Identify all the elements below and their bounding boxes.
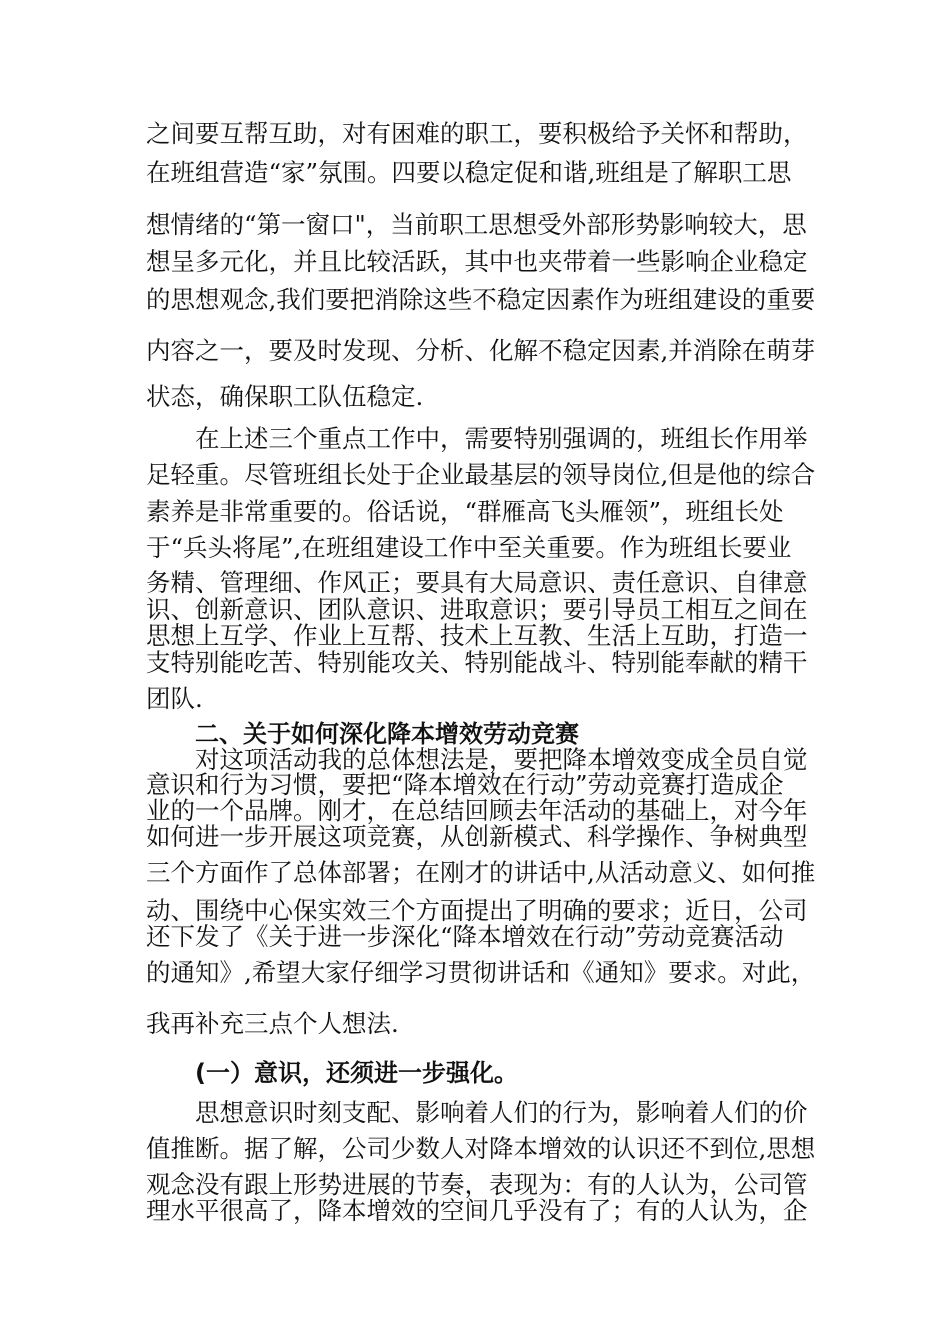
text-line: 动、围绕中心保实效三个方面提出了明确的要求；近日，公司 [146, 896, 808, 925]
text-line: 想情绪的“第一窗口"，当前职工思想受外部形势影响较大，思 [146, 210, 807, 239]
text-line: 的通知》,希望大家仔细学习贯彻讲话和《通知》要求。对此， [146, 958, 816, 987]
text-line: 内容之一，要及时发现、分析、化解不稳定因素,并消除在萌芽 [146, 336, 816, 365]
text-line: 务精、管理细、作风正；要具有大局意识、责任意识、自律意 [146, 568, 808, 597]
text-line: 观念没有跟上形势进展的节奏，表现为：有的人认为，公司管 [146, 1170, 808, 1199]
text-line: 思想上互学、作业上互帮、技术上互教、生活上互助，打造一 [146, 621, 808, 650]
text-line: 之间要互帮互助，对有困难的职工，要积极给予关怀和帮助， [146, 119, 808, 148]
text-line: 识、创新意识、团队意识、进取意识；要引导员工相互之间在 [146, 595, 808, 624]
section-heading: 二、关于如何深化降本增效劳动竞赛 [195, 720, 579, 748]
text-line: 在班组营造“家”氛围。四要以稳定促和谐,班组是了解职工思 [146, 158, 792, 187]
text-line: 意识和行为习惯，要把“降本增效在行动”劳动竞赛打造成企 [146, 770, 784, 799]
text-line: 我再补充三点个人想法. [146, 1009, 399, 1038]
text-line: 足轻重。尽管班组长处于企业最基层的领导岗位,但是他的综合 [146, 460, 816, 489]
text-line: 如何进一步开展这项竞赛，从创新模式、科学操作、争树典型 [146, 822, 808, 851]
text-line: 三个方面作了总体部署；在刚才的讲话中,从活动意义、如何推 [146, 858, 816, 887]
text-line: 素养是非常重要的。俗话说，“群雁高飞头雁领”，班组长处 [146, 497, 784, 526]
text-line: 想呈多元化，并且比较活跃，其中也夹带着一些影响企业稳定 [146, 247, 808, 276]
subsection-heading: (一）意识，还须进一步强化。 [195, 1059, 518, 1087]
text-line: 理水平很高了，降本增效的空间几乎没有了；有的人认为，企 [146, 1196, 808, 1225]
paragraph-first-line: 在上述三个重点工作中，需要特别强调的，班组长作用举 [195, 424, 808, 453]
text-line: 团队. [146, 684, 203, 713]
paragraph-first-line: 对这项活动我的总体想法是，要把降本增效变成全员自觉 [195, 745, 808, 774]
text-line: 支特别能吃苦、特别能攻关、特别能战斗、特别能奉献的精干 [146, 648, 808, 677]
text-line: 值推断。据了解，公司少数人对降本增效的认识还不到位,思想 [146, 1134, 816, 1163]
paragraph-first-line: 思想意识时刻支配、影响着人们的行为，影响着人们的价 [195, 1098, 808, 1127]
text-line: 的思想观念,我们要把消除这些不稳定因素作为班组建设的重要 [146, 285, 816, 314]
text-line: 还下发了《关于进一步深化“降本增效在行动”劳动竞赛活动 [146, 922, 784, 951]
text-line: 业的一个品牌。刚才，在总结回顾去年活动的基础上，对今年 [146, 796, 808, 825]
text-line: 状态，确保职工队伍稳定. [146, 382, 424, 411]
text-line: 于“兵头将尾”,在班组建设工作中至关重要。作为班组长要业 [146, 533, 792, 562]
